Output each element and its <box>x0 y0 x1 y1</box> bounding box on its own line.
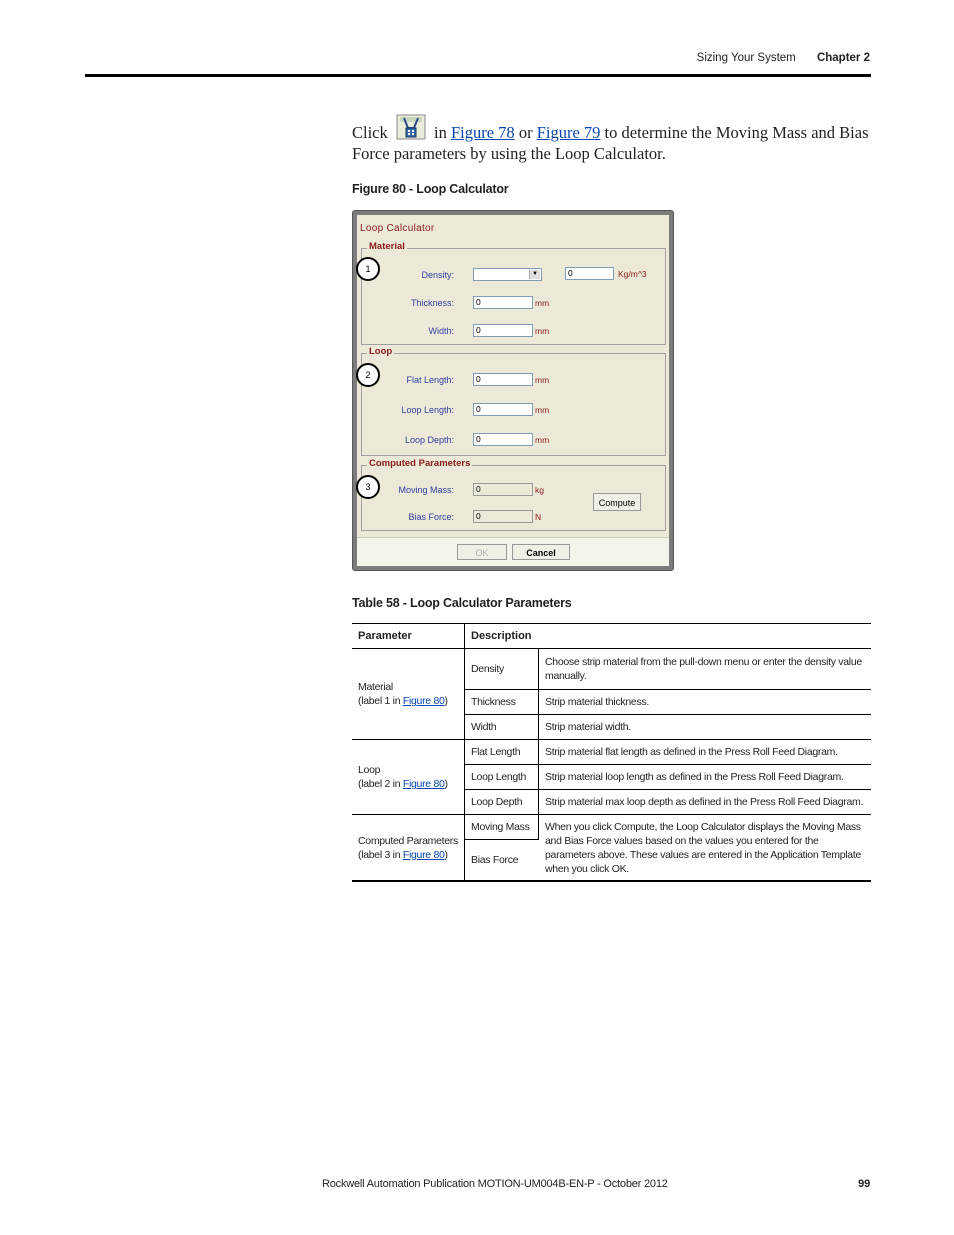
density-field[interactable]: 0 <box>565 267 614 280</box>
page-number: 99 <box>858 1178 870 1190</box>
loop-length-field[interactable]: 0 <box>473 403 533 416</box>
group-cell-loop <box>352 740 465 815</box>
group-label-pre: (label 3 in <box>358 848 403 861</box>
header-description: Description <box>465 624 872 649</box>
table-row <box>352 740 871 765</box>
group-cell-material <box>352 649 465 740</box>
group-label-pre: (label 1 in <box>358 695 403 707</box>
flat-length-unit: mm <box>535 375 550 385</box>
cancel-button[interactable]: Cancel <box>512 544 570 560</box>
intro-in-text: in <box>434 123 447 142</box>
bias-force-field: 0 <box>473 510 533 523</box>
running-header <box>697 52 870 64</box>
table-header-row <box>352 624 871 649</box>
dialog-body <box>357 215 669 566</box>
table-caption: Table 58 - Loop Calculator Parameters <box>352 596 572 610</box>
compute-button[interactable]: Compute <box>593 493 641 511</box>
figure-80-link[interactable]: Figure 80 <box>402 695 445 707</box>
figure-79-link[interactable]: Figure 79 <box>536 123 601 142</box>
ok-button[interactable]: OK <box>457 544 507 560</box>
chevron-down-icon[interactable]: ▼ <box>529 270 540 279</box>
desc-cell: Strip material loop length as defined in the Press Roll Feed Diagram. <box>539 765 872 790</box>
callout-1: 1 <box>356 257 380 281</box>
loop-calculator-dialog <box>352 210 674 571</box>
thickness-unit: mm <box>535 298 550 308</box>
desc-cell: Strip material thickness. <box>539 690 872 715</box>
intro-paragraph <box>352 114 872 164</box>
desc-cell: When you click Compute, the Loop Calculator displays the Moving Mass and Bias Force values based on the values you entered for the parameters above. These values are entered in the Application Template when you click OK. <box>539 815 872 882</box>
figure-80-link[interactable]: Figure 80 <box>402 778 445 790</box>
thickness-field[interactable]: 0 <box>473 296 533 309</box>
density-label: Density: <box>421 270 454 280</box>
flat-length-field[interactable]: 0 <box>473 373 533 386</box>
material-group-legend: Material <box>369 241 405 252</box>
group-label-post: ) <box>444 848 448 861</box>
loop-group <box>361 346 666 456</box>
callout-2: 2 <box>356 363 380 387</box>
loop-group-legend: Loop <box>369 346 393 357</box>
param-cell: Thickness <box>465 690 539 715</box>
dialog-title: Loop Calculator <box>360 223 435 234</box>
loop-calculator-parameters-table <box>352 623 871 882</box>
density-dropdown[interactable] <box>473 268 542 281</box>
group-name: Material <box>358 681 393 693</box>
param-cell: Flat Length <box>465 740 539 765</box>
param-cell: Density <box>465 649 539 690</box>
group-label-post: ) <box>444 778 448 790</box>
computed-group-legend: Computed Parameters <box>369 458 471 469</box>
loop-length-label: Loop Length: <box>401 405 454 415</box>
callout-3: 3 <box>356 475 380 499</box>
desc-cell: Strip material max loop depth as defined in the Press Roll Feed Diagram. <box>539 790 872 815</box>
publication-footer: Rockwell Automation Publication MOTION-UM004B-EN-P - October 2012 <box>322 1178 668 1190</box>
group-label-pre: (label 2 in <box>358 778 403 790</box>
header-rule <box>85 74 871 77</box>
width-field[interactable]: 0 <box>473 324 533 337</box>
thickness-label: Thickness: <box>410 298 454 308</box>
intro-or-text: or <box>518 123 533 142</box>
header-parameter: Parameter <box>352 624 465 649</box>
table-row <box>352 815 871 840</box>
figure-80-link[interactable]: Figure 80 <box>402 848 445 861</box>
material-group <box>361 241 666 345</box>
loop-length-unit: mm <box>535 405 550 415</box>
moving-mass-label: Moving Mass: <box>398 485 454 495</box>
loop-calculator-icon <box>396 114 426 140</box>
param-cell: Bias Force <box>465 840 539 882</box>
bias-force-label: Bias Force: <box>408 512 454 522</box>
table-row <box>352 649 871 690</box>
desc-cell: Strip material flat length as defined in the Press Roll Feed Diagram. <box>539 740 872 765</box>
loop-depth-field[interactable]: 0 <box>473 433 533 446</box>
width-label: Width: <box>428 326 454 336</box>
group-label-post: ) <box>444 695 448 707</box>
param-cell: Moving Mass <box>465 815 539 840</box>
group-name: Computed Parameters <box>358 834 458 847</box>
moving-mass-field: 0 <box>473 483 533 496</box>
intro-click-text: Click <box>352 123 388 142</box>
param-cell: Loop Length <box>465 765 539 790</box>
group-cell-computed <box>352 815 465 882</box>
density-unit: Kg/m^3 <box>618 269 647 279</box>
width-unit: mm <box>535 326 550 336</box>
computed-parameters-group <box>361 458 666 531</box>
intro-rest-text: to determine the Moving Mass and Bias Force parameters by using the Loop Calculator. <box>352 123 869 163</box>
desc-cell: Choose strip material from the pull-down menu or enter the density value manually. <box>539 649 872 690</box>
loop-depth-label: Loop Depth: <box>404 435 454 445</box>
group-name: Loop <box>358 764 381 776</box>
figure-caption: Figure 80 - Loop Calculator <box>352 182 509 196</box>
desc-cell: Strip material width. <box>539 715 872 740</box>
header-chapter: Chapter 2 <box>816 52 870 64</box>
param-cell: Loop Depth <box>465 790 539 815</box>
moving-mass-unit: kg <box>535 485 544 495</box>
bias-force-unit: N <box>535 512 542 522</box>
flat-length-label: Flat Length: <box>406 375 454 385</box>
dialog-button-bar <box>357 537 669 566</box>
figure-78-link[interactable]: Figure 78 <box>450 123 515 142</box>
loop-depth-unit: mm <box>535 435 550 445</box>
header-section: Sizing Your System <box>696 52 796 64</box>
param-cell: Width <box>465 715 539 740</box>
